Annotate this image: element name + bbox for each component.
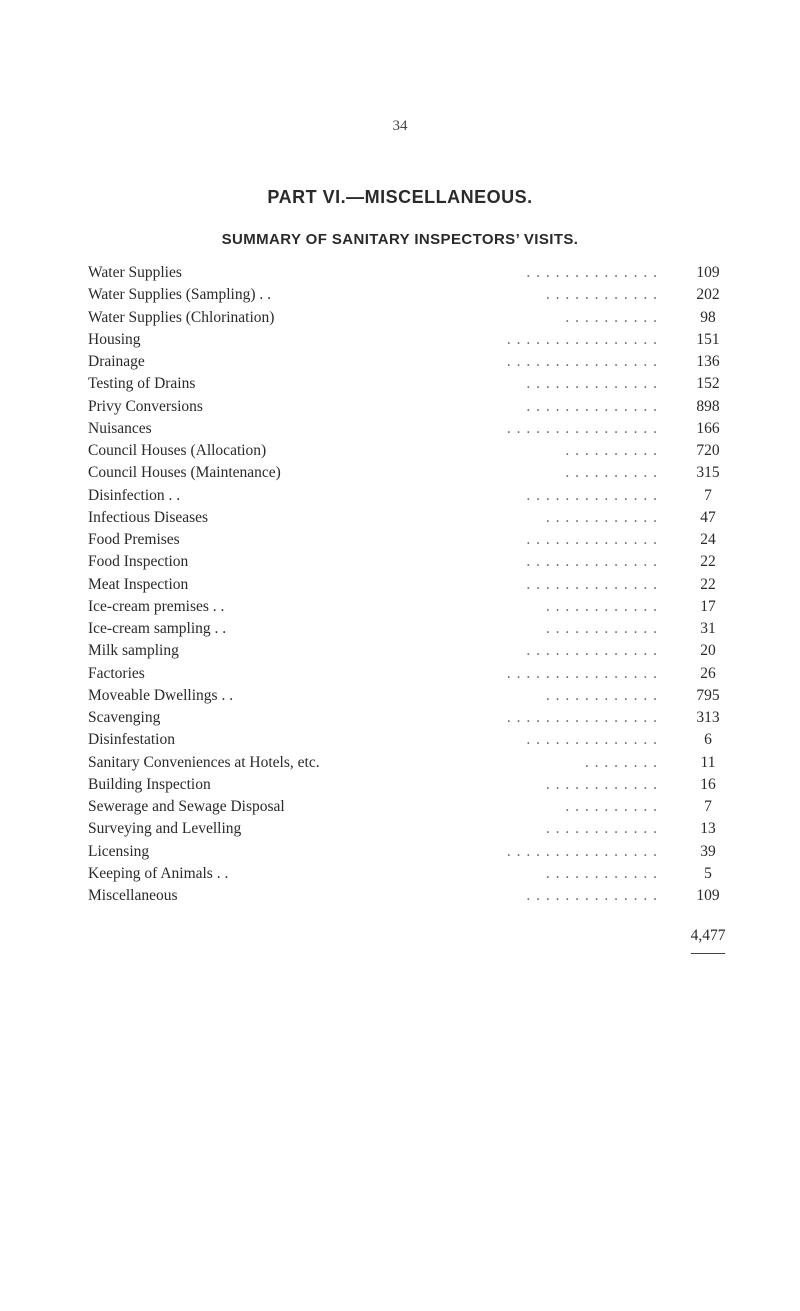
visit-count-value: 7 — [704, 798, 712, 815]
visit-row — [88, 529, 738, 551]
dot-leader: . . . . . . . . . . . . . . — [526, 375, 658, 393]
visit-category-label: Privy Conversions — [88, 396, 209, 418]
dot-leader: . . . . . . . . . . . . . . — [526, 731, 658, 749]
visit-row — [88, 663, 738, 685]
part-title: PART VI.—MISCELLANEOUS. — [267, 187, 533, 207]
visit-count-value: 26 — [700, 664, 716, 682]
dot-leader: . . . . . . . . . . . . — [545, 864, 658, 882]
total-value: 4,477 — [690, 927, 726, 944]
dot-leader: . . . . . . . . . . . . . . — [526, 397, 658, 415]
visit-count-value: 6 — [704, 731, 712, 749]
dot-leader: . . . . . . . . . . — [565, 308, 658, 326]
visit-category-label: Nuisances — [88, 418, 158, 440]
dot-leader: . . . . . . . . . . . . — [545, 775, 658, 793]
visit-category-label: Water Supplies (Chlorination) — [88, 307, 280, 329]
visit-count-value: 47 — [700, 508, 716, 526]
visit-category-label: Water Supplies (Sampling) . . — [88, 284, 277, 306]
visit-category-label: Miscellaneous — [88, 885, 184, 907]
visit-category-label: Meat Inspection — [88, 574, 194, 596]
visit-count-value: 39 — [700, 842, 716, 860]
visit-category-label: Water Supplies — [88, 262, 188, 284]
dot-leader: . . . . . . . . . . . . . . — [526, 264, 658, 281]
visit-count-value: 109 — [696, 887, 720, 904]
visit-category-label: Sanitary Conveniences at Hotels, etc. — [88, 752, 326, 774]
dot-leader: . . . . . . . . . . . . . . — [526, 575, 658, 593]
visit-category-label: Drainage — [88, 351, 151, 373]
visit-count-value: 20 — [700, 642, 716, 660]
dot-leader: . . . . . . . . . . — [565, 798, 658, 815]
visit-count-value: 13 — [700, 820, 716, 838]
section-subtitle: SUMMARY OF SANITARY INSPECTORS’ VISITS. — [221, 231, 579, 248]
visit-category-label: Disinfestation — [88, 729, 181, 751]
visit-category-label: Ice-cream sampling . . — [88, 618, 232, 640]
visit-category-label: Keeping of Animals . . — [88, 863, 234, 885]
visit-category-label: Council Houses (Maintenance) — [88, 462, 287, 484]
dot-leader: . . . . . . . . . . — [565, 442, 658, 459]
visit-row — [88, 818, 738, 840]
dot-leader: . . . . . . . . . . . . . . — [526, 642, 658, 660]
visit-count-value: 22 — [700, 553, 716, 571]
visit-count-value: 24 — [700, 531, 716, 548]
visit-count-value: 202 — [696, 286, 720, 304]
visit-row — [88, 752, 738, 774]
visit-count-value: 17 — [700, 597, 716, 615]
visit-row — [88, 373, 738, 395]
total-block — [678, 925, 738, 954]
visit-row — [88, 329, 738, 351]
visit-count-value: 795 — [696, 686, 720, 704]
visit-row — [88, 707, 738, 729]
dot-leader: . . . . . . . . . . . . . . . . — [506, 330, 658, 348]
total-underline-rule — [691, 953, 725, 954]
dot-leader: . . . . . . . . . . . . . . — [526, 553, 658, 571]
visit-category-label: Ice-cream premises . . — [88, 596, 230, 618]
dot-leader: . . . . . . . . . . — [565, 464, 658, 482]
visit-category-label: Milk sampling — [88, 640, 185, 662]
visit-row — [88, 618, 738, 640]
visit-row — [88, 640, 738, 662]
dot-leader: . . . . . . . . . . . . — [545, 597, 658, 615]
visit-row — [88, 796, 738, 818]
visit-category-label: Licensing — [88, 841, 155, 863]
visit-row — [88, 574, 738, 596]
visit-count-value: 16 — [700, 775, 716, 793]
page-number: 34 — [392, 118, 408, 134]
visit-category-label: Housing — [88, 329, 147, 351]
visit-count-value: 31 — [700, 620, 716, 637]
visit-count-value: 152 — [696, 375, 720, 393]
dot-leader: . . . . . . . . . . . . . . . . — [506, 709, 658, 726]
visit-row — [88, 284, 738, 306]
dot-leader: . . . . . . . . . . . . — [545, 620, 658, 637]
visit-category-label: Disinfection . . — [88, 485, 186, 507]
visit-category-label: Moveable Dwellings . . — [88, 685, 239, 707]
dot-leader: . . . . . . . . . . . . . . . . — [506, 353, 658, 370]
dot-leader: . . . . . . . . — [584, 753, 658, 771]
visit-row — [88, 685, 738, 707]
visit-count-value: 7 — [704, 486, 712, 504]
visit-count-value: 109 — [696, 264, 720, 281]
dot-leader: . . . . . . . . . . . . — [545, 686, 658, 704]
visit-row — [88, 885, 738, 907]
visit-count-value: 136 — [696, 353, 720, 370]
visit-row — [88, 596, 738, 618]
dot-leader: . . . . . . . . . . . . . . . . — [506, 664, 658, 682]
visit-category-label: Sewerage and Sewage Disposal — [88, 796, 291, 818]
visit-row — [88, 774, 738, 796]
dot-leader: . . . . . . . . . . . . . . — [526, 887, 658, 904]
visit-category-label: Scavenging — [88, 707, 166, 729]
visit-count-value: 98 — [700, 308, 716, 326]
visit-category-label: Surveying and Levelling — [88, 818, 247, 840]
visit-row — [88, 351, 738, 373]
visit-category-label: Food Premises — [88, 529, 186, 551]
visit-row — [88, 863, 738, 885]
visit-row — [88, 485, 738, 507]
visit-row — [88, 396, 738, 418]
visit-count-value: 313 — [696, 709, 720, 726]
visit-count-value: 166 — [696, 419, 720, 437]
visit-count-value: 898 — [696, 397, 720, 415]
visit-row — [88, 551, 738, 573]
dot-leader: . . . . . . . . . . . . . . . . — [506, 842, 658, 860]
visit-row — [88, 262, 738, 284]
dot-leader: . . . . . . . . . . . . — [545, 820, 658, 838]
dot-leader: . . . . . . . . . . . . . . . . — [506, 419, 658, 437]
visit-row — [88, 841, 738, 863]
visit-row — [88, 462, 738, 484]
visit-count-value: 5 — [704, 864, 712, 882]
visit-category-label: Building Inspection — [88, 774, 217, 796]
visit-row — [88, 729, 738, 751]
visit-row — [88, 440, 738, 462]
visit-category-label: Factories — [88, 663, 151, 685]
dot-leader: . . . . . . . . . . . . — [545, 508, 658, 526]
visit-row — [88, 307, 738, 329]
visit-category-label: Infectious Diseases — [88, 507, 214, 529]
visit-count-value: 315 — [696, 464, 720, 482]
visit-count-value: 720 — [696, 442, 720, 459]
visit-row — [88, 507, 738, 529]
visit-count-value: 22 — [700, 575, 716, 593]
dot-leader: . . . . . . . . . . . . . . — [526, 486, 658, 504]
visit-category-label: Food Inspection — [88, 551, 194, 573]
visit-category-label: Council Houses (Allocation) — [88, 440, 272, 462]
visit-count-value: 11 — [700, 753, 716, 771]
dot-leader: . . . . . . . . . . . . . . — [526, 531, 658, 548]
visit-count-value: 151 — [696, 330, 720, 348]
visits-summary-list — [88, 262, 738, 907]
dot-leader: . . . . . . . . . . . . — [545, 286, 658, 304]
visit-category-label: Testing of Drains — [88, 373, 201, 395]
visit-row — [88, 418, 738, 440]
